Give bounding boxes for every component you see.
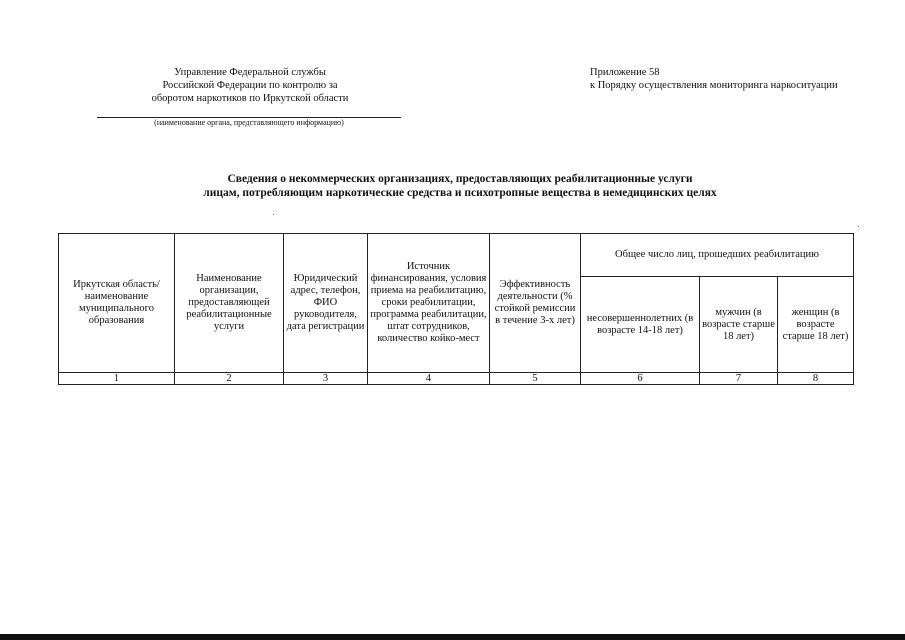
organizations-table [58,233,854,385]
col-header-region: Иркутская область/ наименование муниципального образования [59,234,175,373]
col-header-women: женщин (в возрасте старше 18 лет) [778,277,854,373]
org-caption: (наименование органа, представляющего информацию) [154,118,344,127]
appendix-reference [590,66,870,92]
scan-speck [858,226,859,227]
column-number: 3 [284,373,368,385]
appendix-line: Приложение 58 [590,67,660,78]
col-header-men: мужчин (в возрасте старше 18 лет) [700,277,778,373]
document-title [60,172,860,200]
column-number: 6 [581,373,700,385]
reporting-organization [100,66,400,105]
scan-speck [273,214,274,215]
column-number: 8 [778,373,854,385]
col-header-address: Юридический адрес, телефон, ФИО руководителя, дата регистрации [284,234,368,373]
column-number: 1 [59,373,175,385]
col-header-effectiveness: Эффективность деятельности (% стойкой ремиссии в течение 3-х лет) [490,234,581,373]
col-header-organization: Наименование организации, предоставляющей реабилитационные услуги [175,234,284,373]
org-line: оборотом наркотиков по Иркутской области [151,93,349,104]
scan-edge [0,634,905,640]
appendix-line: к Порядку осуществления мониторинга наркоситуации [590,80,838,91]
title-line: лицам, потребляющим наркотические средства и психотропные вещества в немедицинских целях [203,187,717,199]
col-header-financing: Источник финансирования, условия приема на реабилитацию, сроки реабилитации, программа реабилитации, штат сотрудников, количество койко-мест [368,234,490,373]
org-line: Управление Федеральной службы [174,67,326,78]
title-line: Сведения о некоммерческих организациях, предоставляющих реабилитационные услуги [227,173,693,185]
col-header-minors: несовершеннолетних (в возрасте 14-18 лет) [581,277,700,373]
column-number: 2 [175,373,284,385]
column-number: 7 [700,373,778,385]
column-number: 4 [368,373,490,385]
col-group-header-rehabilitated: Общее число лиц, прошедших реабилитацию [581,234,854,277]
org-line: Российской Федерации по контролю за [162,80,338,91]
column-number: 5 [490,373,581,385]
